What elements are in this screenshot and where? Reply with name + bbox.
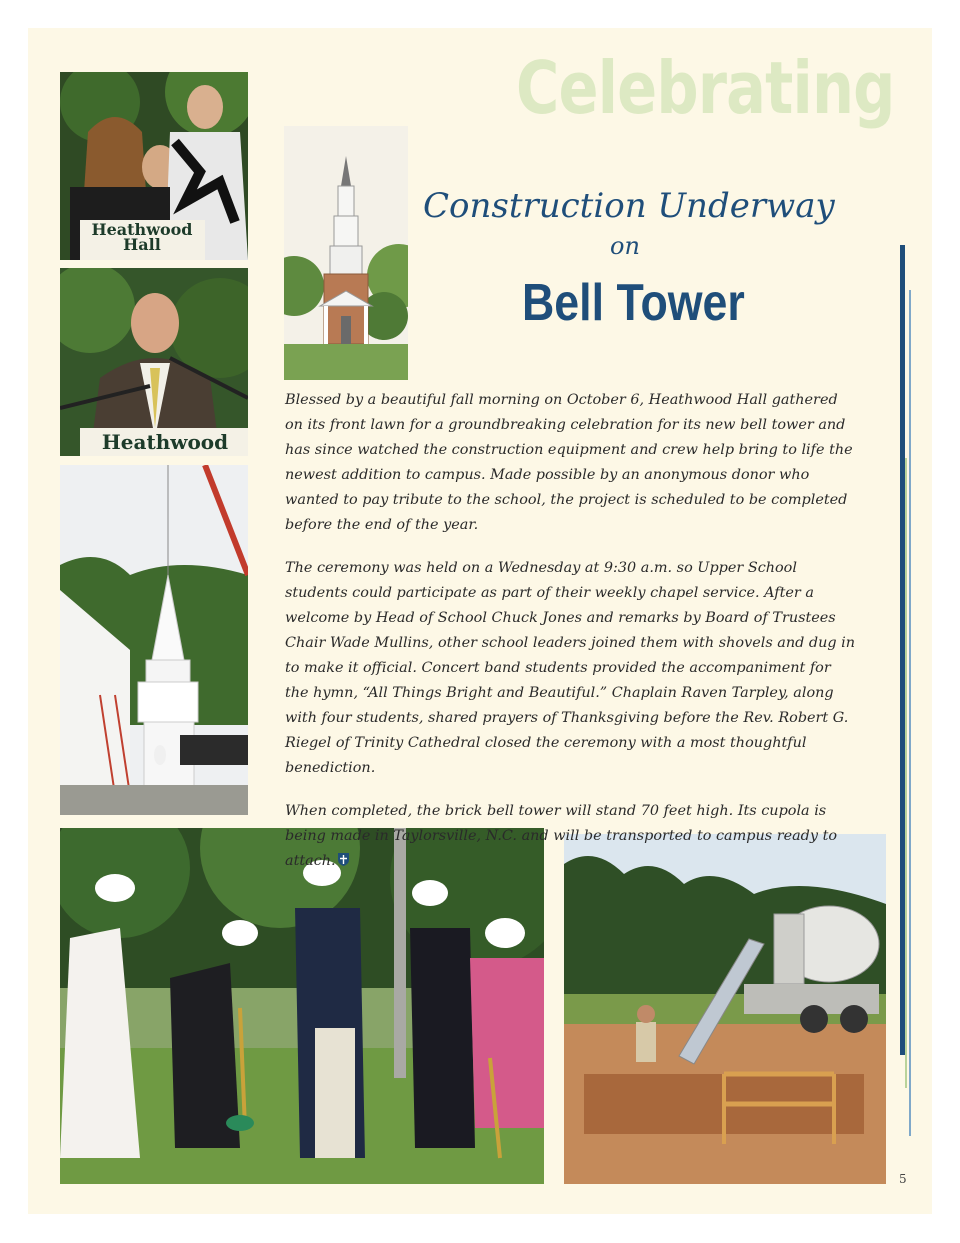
- photo-speaker-at-podium: [60, 268, 248, 456]
- photo-bell-tower-rendering: [284, 126, 408, 380]
- photo-students-at-podium: [60, 72, 248, 260]
- article-title-connector: on: [610, 232, 640, 260]
- podium-sign: Heathwood Hall: [91, 220, 193, 254]
- photo-cupola-construction: [60, 465, 248, 815]
- decorative-rule: [909, 290, 911, 1136]
- page-number: 5: [899, 1172, 907, 1186]
- section-heading: Celebrating: [516, 46, 895, 130]
- paragraph-text: The ceremony was held on a Wednesday at 9:30 a.m. so Upper School students could participate as part of their weekly chapel service. After a welcome by Head of School Chuck Jones and remarks by Board of Trustees Chair Wade Mullins, other school leaders joined them with shovels and dug in to make it official. Concert band students provided the accompaniment for the hymn, “All Things Bright and Beautiful.” Chaplain Raven Tarpley, along with four students, shared prayers of Thanksgiving before the Rev. Robert G. Riegel of Trinity Cathedral closed the ceremony with a most thoughtful benediction.: [285, 560, 856, 776]
- paragraph: [285, 799, 858, 874]
- decorative-rule: [905, 458, 907, 1088]
- article-title-script: Construction Underway: [423, 186, 835, 226]
- article-title: Bell Tower: [522, 274, 745, 332]
- paragraph: Blessed by a beautiful fall morning on October 6, Heathwood Hall gathered on its front lawn for a groundbreaking celebration for its new bell tower and has since watched the construction equipment and crew help bring to life the newest addition to campus. Made possible by an anonymous donor who wanted to pay tribute to the school, the project is scheduled to be completed before the end of the year.: [285, 392, 853, 533]
- magazine-page: [28, 28, 932, 1214]
- shield-icon: [338, 850, 349, 863]
- paragraph: [285, 556, 858, 781]
- podium-sign: Heathwood: [101, 430, 229, 454]
- article-body: [285, 388, 858, 892]
- paragraph-text: When completed, the brick bell tower will stand 70 feet high. Its cupola is being made in Taylorsville, N.C. and will be transported to campus ready to attach.: [285, 803, 838, 869]
